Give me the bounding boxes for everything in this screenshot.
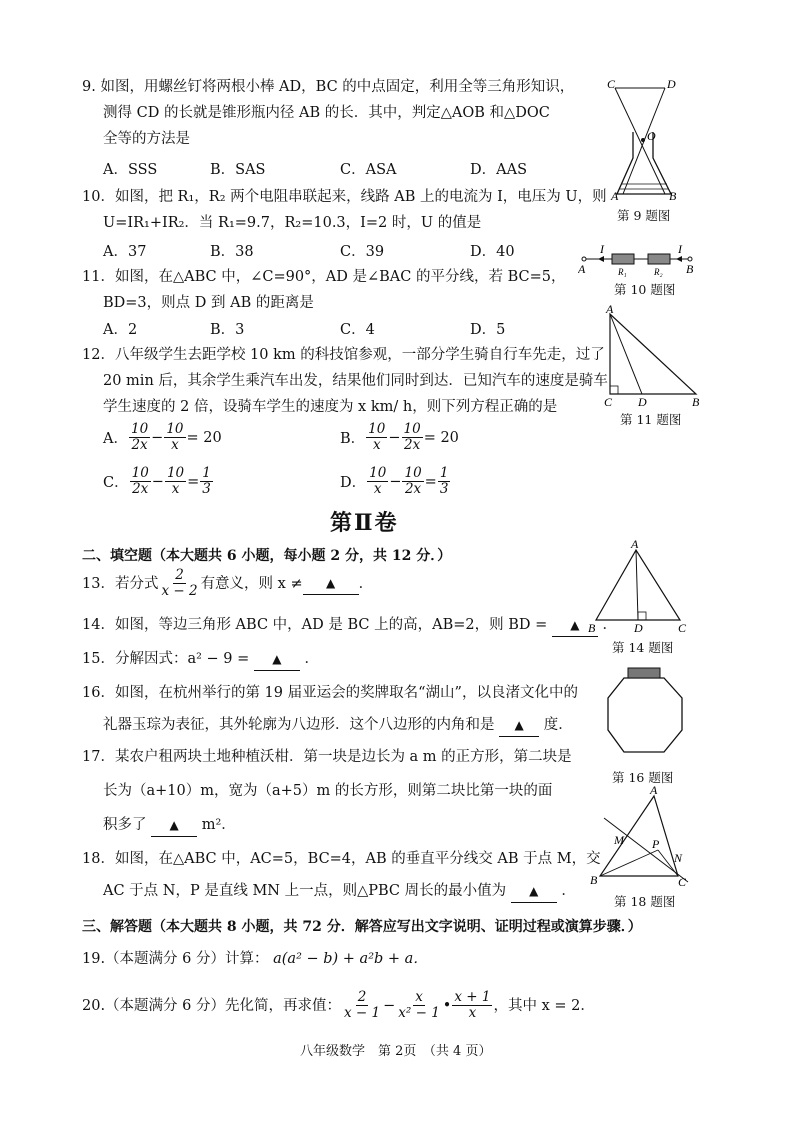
- q10-line1: 10．如图，把 R₁，R₂ 两个电阻串联起来，线路 AB 上的电流为 I，电压为 U，则: [82, 189, 607, 205]
- q18-line1: 18．如图，在△ABC 中，AC=5，BC=4，AB 的垂直平分线交 AB 于点 M，交: [82, 851, 601, 867]
- q15-text: 15．分解因式：a² − 9 =: [82, 651, 250, 667]
- q20-frac2: [396, 990, 442, 1021]
- q19-text: 19.（本题满分 6 分）计算：: [82, 951, 269, 967]
- frac-den: 2x: [404, 481, 422, 497]
- q9-label-o: O: [647, 129, 656, 143]
- q18-label-p: P: [652, 837, 660, 851]
- q17-text: 积多了: [103, 817, 147, 833]
- frac-num: 1: [439, 465, 449, 481]
- frac-num: x + 1: [454, 989, 491, 1005]
- frac-den: 3: [439, 481, 449, 497]
- q12-option-a: [103, 422, 222, 453]
- q18-label-c: C: [678, 875, 687, 889]
- q11-right-angle-mark: [610, 386, 618, 394]
- q12-line1: 12．八年级学生去距学校 10 km 的科技馆参观，一部分学生骑自行车先走，过了: [82, 347, 605, 363]
- equals-value: = 20: [186, 429, 222, 446]
- frac-num: 10: [166, 465, 185, 481]
- frac-den: 3: [202, 481, 211, 497]
- q18-triangle-figure: [588, 786, 694, 890]
- q17-answer-blank: ▲: [151, 814, 197, 837]
- q9-option-a: A．SSS: [103, 162, 158, 178]
- q13-text: 有意义，则 x ≠: [200, 575, 303, 592]
- minus-sign: −: [389, 473, 402, 490]
- q13-end: ．: [358, 575, 374, 592]
- q11-label-c: C: [604, 395, 613, 408]
- q10-resistor-r1: [612, 254, 634, 264]
- q20-text: 20.（本题满分 6 分）先化简，再求值：: [82, 997, 342, 1014]
- q12-option-c-label: C．: [103, 475, 129, 491]
- q16-line1: 16．如图，在杭州举行的第 19 届亚运会的奖牌取名“湖山”，以良渚文化中的: [82, 685, 578, 701]
- minus-sign: −: [383, 997, 396, 1014]
- q11-option-d: D．5: [470, 322, 506, 338]
- q12-option-d-frac2: [402, 466, 423, 497]
- equals-sign: =: [424, 473, 437, 490]
- q10-label-b: B: [686, 262, 694, 276]
- q15: [82, 648, 319, 671]
- frac-num: x: [415, 989, 423, 1005]
- q11-caption: 第 11 题图: [620, 412, 682, 427]
- frac-den: x: [171, 481, 180, 497]
- minus-sign: −: [151, 429, 164, 446]
- q11-option-c: C．4: [340, 322, 375, 338]
- q17-line2: 长为（a+10）m，宽为（a+5）m 的长方形，则第二块比第一块的面: [103, 783, 553, 799]
- q11-bisector-ad: [610, 314, 642, 394]
- q13-answer-blank: ▲: [303, 572, 359, 595]
- section2-heading: 二、填空题（本大题共 6 小题，每小题 2 分，共 12 分．）: [82, 548, 452, 564]
- q11-line2: BD=3，则点 D 到 AB 的距离是: [103, 295, 314, 311]
- q10-terminal-b: [688, 257, 692, 261]
- q12-option-a-frac2: [164, 422, 185, 453]
- q9-label-d: D: [667, 77, 676, 91]
- section3-heading: 三、解答题（本大题共 8 小题，共 72 分．解答应写出文字说明、证明过程或演算步骤．）: [82, 919, 642, 935]
- frac-num: 10: [166, 421, 184, 437]
- q12-option-d-frac1: [367, 466, 388, 497]
- q9-option-c: C．ASA: [340, 162, 397, 178]
- q12-option-c: [103, 466, 214, 497]
- q20: [82, 990, 595, 1021]
- q12-option-c-frac1: [130, 466, 151, 497]
- frac-den: x: [171, 437, 179, 453]
- q11-triangle-figure: [598, 304, 708, 408]
- q16-text: 礼器玉琮为表征，其外轮廓为八边形．这个八边形的内角和是: [103, 717, 495, 733]
- q9-caption: 第 9 题图: [617, 208, 671, 223]
- q16-caption: 第 16 题图: [612, 770, 674, 785]
- q11-label-b: B: [692, 395, 700, 408]
- q15-answer-blank: ▲: [254, 648, 300, 671]
- q13-fraction: [159, 568, 199, 599]
- q12-option-c-frac2: [165, 466, 186, 497]
- frac-num: 10: [404, 465, 422, 481]
- minus-sign: −: [388, 429, 401, 446]
- q12-option-d-label: D．: [340, 475, 367, 491]
- q14-answer-blank: ▲: [552, 614, 598, 637]
- q20-frac1: [342, 990, 382, 1021]
- q14-triangle-figure: [586, 540, 692, 636]
- page-footer: 八年级数学 第 2页 （共 4 页）: [300, 1044, 492, 1059]
- q9-label-a: A: [611, 189, 619, 203]
- q18-caption: 第 18 题图: [614, 894, 676, 909]
- q14-right-angle-mark: [638, 612, 646, 620]
- q12-option-b-label: B．: [340, 431, 366, 447]
- q12-option-b: [340, 422, 459, 453]
- q13: [82, 568, 373, 599]
- q12-option-b-frac1: [366, 422, 387, 453]
- minus-sign: −: [151, 473, 164, 490]
- q10-circuit-figure: [578, 243, 696, 283]
- frac-den: x² − 1: [398, 1005, 440, 1021]
- q9-figure: [605, 76, 685, 206]
- q9-option-b: B．SAS: [210, 162, 266, 178]
- equals-sign: =: [187, 473, 200, 490]
- q12-option-a-frac1: [129, 422, 150, 453]
- q12-option-b-frac2: [402, 422, 423, 453]
- frac-den: x: [372, 437, 381, 453]
- q18-label-n: N: [674, 851, 683, 865]
- q12-line2: 20 min 后，其余学生乘汽车出发，结果他们同时到达．已知汽车的速度是骑车: [103, 373, 608, 389]
- q10-option-c: C．39: [340, 244, 385, 260]
- q14-label-c: C: [678, 621, 687, 635]
- q20-frac3: [452, 990, 492, 1021]
- q9-label-c: C: [607, 77, 616, 91]
- q9-screw-o: [641, 138, 645, 142]
- q10-label-a: A: [578, 262, 586, 276]
- frac-den: x: [373, 481, 382, 497]
- frac-num: 1: [202, 465, 211, 481]
- q11-line1: 11．如图，在△ABC 中，∠C=90°，AD 是∠BAC 的平分线，若 BC=5，: [82, 269, 566, 285]
- q9-line3: 全等的方法是: [103, 131, 190, 147]
- frac-num: 10: [130, 421, 149, 437]
- q9-rod-cb: [615, 88, 665, 194]
- q10-terminal-a: [582, 257, 586, 261]
- q9-option-d: D．AAS: [470, 162, 528, 178]
- frac-num: 2: [357, 989, 367, 1005]
- q14-caption: 第 14 题图: [612, 640, 674, 655]
- q11-option-a: A．2: [103, 322, 138, 338]
- q14-end: ．: [602, 617, 617, 633]
- q14: [82, 614, 617, 637]
- q10-label-r1: R₁: [618, 267, 627, 277]
- q9-line2: 测得 CD 的长就是锥形瓶内径 AB 的长．其中，判定△AOB 和△DOC: [103, 105, 550, 121]
- q10-label-i2: I: [678, 243, 682, 256]
- q12-option-d-frac3: [438, 466, 451, 497]
- q18-label-a: A: [650, 786, 658, 797]
- q16-octagon-figure: [598, 664, 692, 764]
- frac-num: 10: [131, 465, 149, 481]
- q10-option-b: B．38: [210, 244, 254, 260]
- q19: [82, 948, 428, 970]
- q18-answer-blank: ▲: [511, 880, 557, 903]
- q18-end: ．: [561, 883, 576, 899]
- q11-label-d: D: [638, 395, 647, 408]
- q17-line3: [103, 814, 236, 837]
- q18-label-m: M: [614, 833, 624, 847]
- part2-title: 第Ⅱ卷: [330, 510, 399, 536]
- q10-current-arrow-1: [598, 256, 604, 262]
- q9-label-b: B: [669, 189, 677, 203]
- q10-caption: 第 10 题图: [614, 282, 676, 297]
- frac-den: x: [468, 1005, 477, 1021]
- q18-text: AC 于点 N，P 是直线 MN 上一点，则△PBC 周长的最小值为: [103, 883, 507, 899]
- q16-octagon: [608, 678, 682, 752]
- dot-sign: •: [442, 997, 452, 1014]
- q14-text: 14．如图，等边三角形 ABC 中，AD 是 BC 上的高，AB=2，则 BD =: [82, 617, 548, 633]
- q18-label-b: B: [590, 873, 598, 887]
- q17-end: m²．: [201, 817, 236, 833]
- q18-triangle-abc: [600, 796, 678, 876]
- q11-option-b: B．3: [210, 322, 245, 338]
- q12-option-c-frac3: [200, 466, 213, 497]
- q13-prefix: 13．若分式: [82, 575, 159, 592]
- q14-label-a: A: [631, 540, 639, 551]
- q16-answer-blank: ▲: [499, 714, 539, 737]
- q10-label-r2: R₂: [654, 267, 663, 277]
- frac-den: 2x: [132, 481, 149, 497]
- q16-end: 度．: [543, 717, 573, 733]
- q10-resistor-r2: [648, 254, 670, 264]
- q15-end: ．: [304, 651, 319, 667]
- q18-line2: [103, 880, 576, 903]
- q14-label-d: D: [634, 621, 643, 635]
- frac-den: x − 2: [161, 583, 198, 599]
- q9-line1: 9. 如图，用螺丝钉将两根小棒 AD，BC 的中点固定，利用全等三角形知识，: [82, 79, 575, 95]
- q12-option-a-label: A．: [103, 431, 128, 447]
- frac-num: 10: [403, 421, 421, 437]
- q10-option-d: D．40: [470, 244, 515, 260]
- q16-line2: [103, 714, 573, 737]
- q10-line2: U=IR₁+IR₂．当 R₁=9.7，R₂=10.3，I=2 时，U 的值是: [103, 215, 482, 231]
- q17-line1: 17．某农户租两块土地种植沃柑．第一块是边长为 a m 的正方形，第二块是: [82, 749, 572, 765]
- q19-expression: a(a² − b) + a²b + a．: [273, 951, 428, 967]
- q10-option-a: A．37: [103, 244, 147, 260]
- q11-label-a: A: [606, 304, 614, 316]
- frac-den: x − 1: [344, 1005, 381, 1021]
- frac-num: 10: [369, 465, 387, 481]
- equals-value: = 20: [423, 429, 459, 446]
- q20-condition: ，其中 x = 2．: [493, 997, 595, 1014]
- q12-line3: 学生速度的 2 倍，设骑车学生的速度为 x km/ h，则下列方程正确的是: [103, 399, 558, 415]
- frac-den: 2x: [403, 437, 421, 453]
- frac-num: 10: [368, 421, 386, 437]
- q10-label-i1: I: [600, 243, 604, 256]
- q14-altitude-ad: [636, 550, 638, 620]
- q12-option-d: [340, 466, 451, 497]
- q14-label-b: B: [588, 621, 596, 635]
- q11-triangle-abc: [610, 314, 696, 394]
- frac-num: 2: [175, 567, 184, 583]
- q10-current-arrow-2: [676, 256, 682, 262]
- frac-den: 2x: [131, 437, 148, 453]
- q16-medal-clasp: [628, 668, 660, 678]
